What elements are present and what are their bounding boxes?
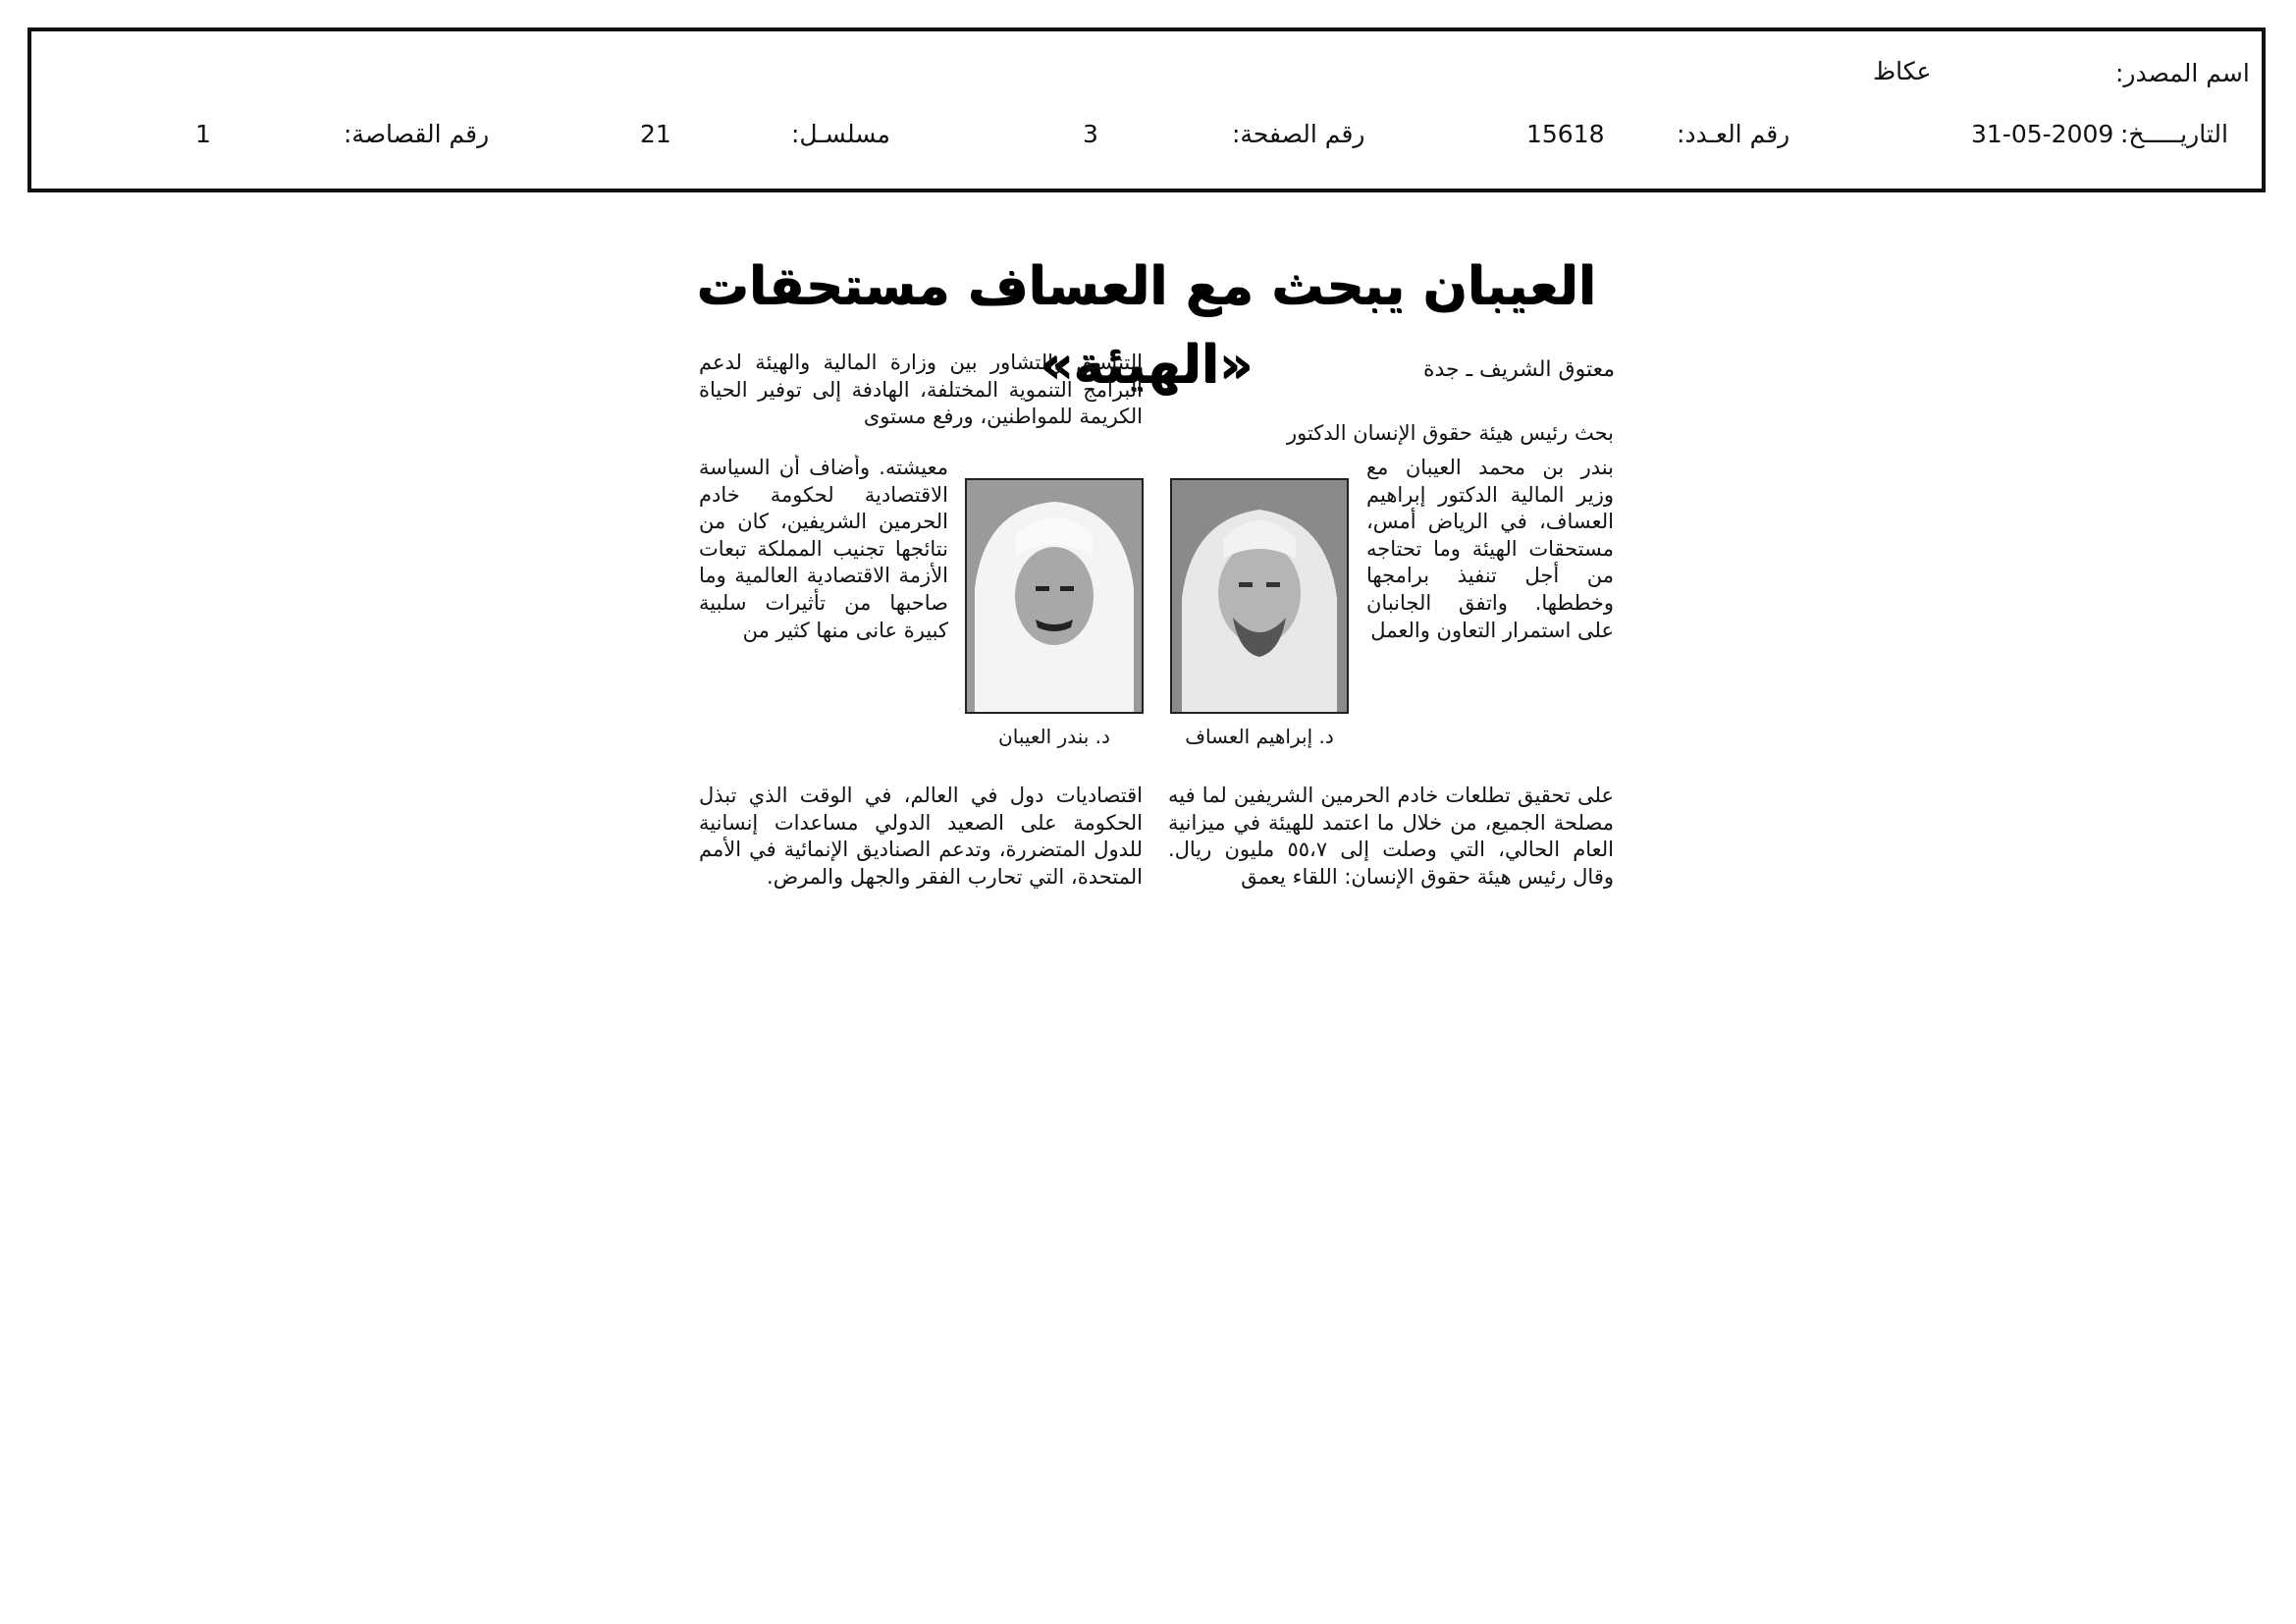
article-col-right-bottom: على تحقيق تطلعات خادم الحرمين الشريفين لما فيه مصلحة الجميع، من خلال ما اعتمد للهيئة في ميزانية العام الحالي، التي وصلت إلى ٥٥،٧ مليون ريال. وقال رئيس هيئة حقوق الإنسان: اللقاء يعمق: [1168, 784, 1614, 889]
issue-value: 15618: [1526, 120, 1605, 148]
clip-label: رقم القصاصة:: [344, 120, 490, 148]
clip-value: 1: [195, 120, 211, 148]
article-col-right-top: بحث رئيس هيئة حقوق الإنسان الدكتور: [1286, 421, 1614, 445]
date-value: 31-05-2009: [1971, 120, 2114, 148]
photo-bandar-alaiban-caption: د. بندر العيبان: [998, 725, 1110, 748]
serial-value: 21: [640, 120, 671, 148]
article-headline: العيبان يبحث مع العساف مستحقات «الهيئة»: [696, 256, 1596, 395]
photo-bandar-alaiban: [965, 478, 1144, 714]
page-label: رقم الصفحة:: [1232, 120, 1365, 148]
article-col-left-bottom: اقتصاديات دول في العالم، في الوقت الذي تبذل الحكومة على الصعيد الدولي مساعدات إنسانية للدول المتضررة، وتدعم الصناديق الإنمائية في الأمم المتحدة، التي تحارب الفقر والجهل والمرض.: [699, 784, 1143, 889]
source-label: اسم المصدر:: [2115, 59, 2250, 87]
page-value: 3: [1083, 120, 1098, 148]
article-col-left-beside-photo: معيشته. وأضاف أن السياسة الاقتصادية لحكومة خادم الحرمين الشريفين، كان من نتائجها تجنيب المملكة تبعات الأزمة الاقتصادية العالمية وما صاحبها من تأثيرات سلبية كبيرة عانى منها كثير من: [699, 456, 948, 642]
portrait-placeholder: [1172, 480, 1347, 712]
photo-ibrahim-alassaf-caption: د. إبراهيم العساف: [1185, 725, 1334, 748]
issue-label: رقم العـدد:: [1677, 120, 1790, 148]
article-col-left-top: التنسيق والتشاور بين وزارة المالية والهيئة لدعم البرامج التنموية المختلفة، الهادفة إلى توفير الحياة الكريمة للمواطنين، ورفع مستوى: [699, 351, 1143, 429]
article-col-right-beside-photo: بندر بن محمد العيبان مع وزير المالية الدكتور إبراهيم العساف، في الرياض أمس، مستحقات الهيئة وما تحتاجه من أجل تنفيذ برامجها وخططها. واتفق الجانبان على استمرار التعاون والعمل: [1366, 456, 1614, 642]
article-byline: معتوق الشريف ـ جدة: [1422, 357, 1615, 382]
portrait-placeholder: [967, 480, 1142, 712]
serial-label: مسلسـل:: [791, 120, 890, 148]
source-value: عكاظ: [1873, 57, 1932, 85]
date-label: التاريـــــخ:: [2120, 120, 2228, 148]
photo-ibrahim-alassaf: [1170, 478, 1349, 714]
clipping-metadata-box: [27, 27, 2266, 192]
